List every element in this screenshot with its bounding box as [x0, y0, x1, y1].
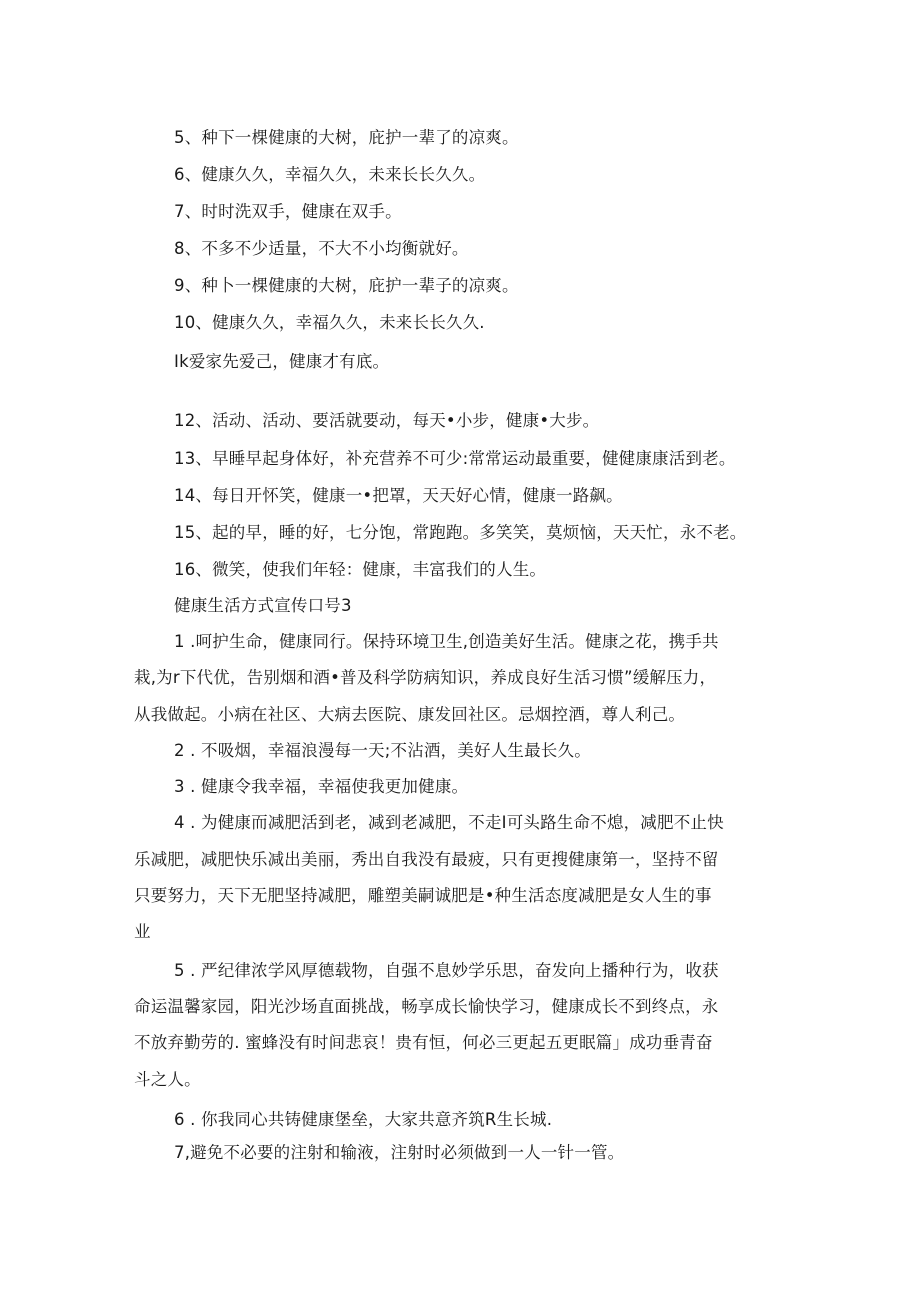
text-line: 1 .呵护生命，健康同行。保持环境卫生,创造美好生活。健康之花，携手共: [174, 632, 719, 651]
text-line: 5、种下一棵健康的大树，庇护一辈了的凉爽。: [174, 128, 519, 147]
text-line: 13、早睡早起身体好，补充营养不可少:常常运动最重要，健健康康活到老。: [174, 449, 736, 468]
text-line: 7,避免不必要的注射和输液，注射时必须做到一人一针一管。: [174, 1143, 625, 1162]
section-heading: 健康生活方式宣传口号3: [174, 596, 352, 615]
text-line: 4 . 为健康而减肥活到老，减到老减肥，不走I可头路生命不熄，减肥不止快: [174, 813, 724, 832]
text-line: 3 . 健康令我幸福，幸福使我更加健康。: [174, 777, 469, 796]
text-line: 15、起的早，睡的好，七分饱，常跑跑。多笑笑，莫烦恼，天天忙，永不老。: [174, 523, 747, 542]
text-line: 从我做起。小病在社区、大病去医院、康发回社区。忌烟控酒，尊人利己。: [134, 705, 686, 724]
text-line: 10、健康久久，幸福久久，未来长长久久.: [174, 313, 485, 332]
text-line: 14、每日开怀笑，健康一•把罩，天天好心情，健康一路飙。: [174, 486, 623, 505]
text-line: 7、时时洗双手，健康在双手。: [174, 202, 402, 221]
text-line: 业: [134, 922, 151, 941]
text-line: 栽,为r下代优，告别烟和酒•普及科学防病知识，养成良好生活习惯”缓解压力，: [134, 668, 717, 687]
text-line: 不放弃勤劳的. 蜜蜂没有时间悲哀！贵有恒，何必三更起五更眠篇」成功垂青奋: [134, 1033, 713, 1052]
text-line: 斗之人。: [134, 1070, 201, 1089]
text-line: 乐减肥，减肥快乐减出美丽，秀出自我没有最疲，只有更搜健康第一，坚持不留: [134, 850, 719, 869]
text-line: 5 . 严纪律浓学风厚德载物，自强不息妙学乐思，奋发向上播种行为，收获: [174, 961, 719, 980]
text-line: 命运温馨家园，阳光沙场直面挑战，畅享成长愉快学习，健康成长不到终点，永: [134, 997, 719, 1016]
text-line: 6 . 你我同心共铸健康堡垒，大家共意齐筑R生长城.: [174, 1110, 553, 1129]
text-line: 只要努力，天下无肥坚持减肥，雕塑美嗣诚肥是•种生活态度减肥是女人生的事: [134, 886, 712, 905]
text-line: 16、微笑，使我们年轻：健康，丰富我们的人生。: [174, 560, 547, 579]
text-line: 9、种卜一棵健康的大树，庇护一辈子的凉爽。: [174, 276, 519, 295]
text-line: 8、不多不少适量，不大不小均衡就好。: [174, 239, 469, 258]
text-line: 12、活动、活动、要活就要动，每天•小步，健康•大步。: [174, 411, 600, 430]
text-line: 2 . 不吸烟，幸福浪漫每一天;不沾酒，美好人生最长久。: [174, 741, 591, 760]
text-line: Ik爱家先爱己，健康才有底。: [174, 352, 390, 371]
text-line: 6、健康久久，幸福久久，未来长长久久。: [174, 165, 486, 184]
